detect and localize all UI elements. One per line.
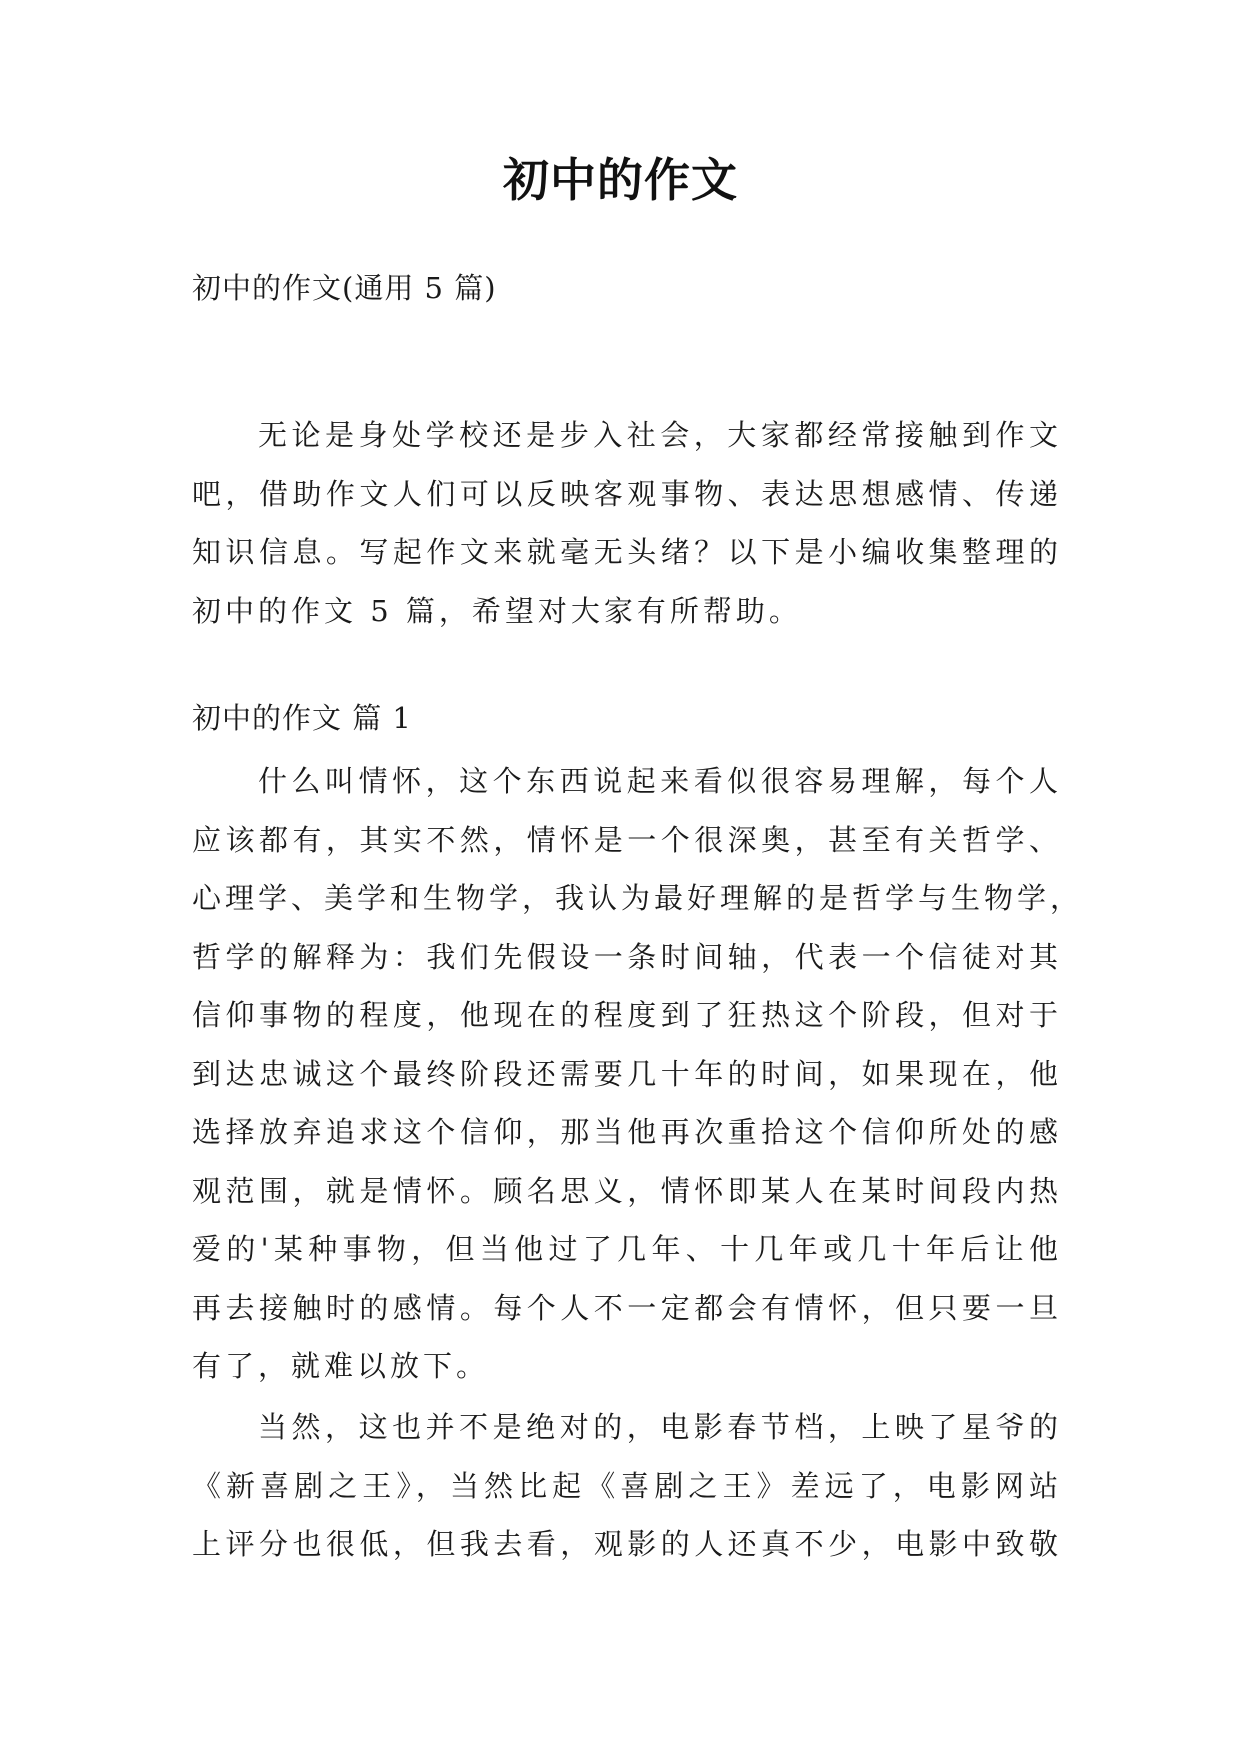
intro-line: 无论是身处学校还是步入社会，大家都经常接触到作文	[258, 418, 1062, 452]
paragraph-line: 心理学、美学和生物学，我认为最好理解的是哲学与生物学，	[192, 881, 1084, 915]
paragraph-line: 上评分也很低，但我去看，观影的人还真不少，电影中致敬	[192, 1527, 1062, 1561]
paragraph-line: 当然，这也并不是绝对的，电影春节档，上映了星爷的	[258, 1410, 1062, 1444]
paragraph-line: 应该都有，其实不然，情怀是一个很深奥，甚至有关哲学、	[192, 822, 1062, 857]
paragraph-line: 观范围，就是情怀。顾名思义，情怀即某人在某时间段内热	[192, 1173, 1062, 1208]
intro-line: 初中的作文 5 篇，希望对大家有所帮助。	[192, 593, 802, 628]
body-paragraph-2	[192, 1398, 1062, 1574]
paragraph-line: 再去接触时的感情。每个人不一定都会有情怀，但只要一旦	[192, 1290, 1062, 1325]
body-paragraph-1	[192, 752, 1084, 1396]
paragraph-line: 有了，就难以放下。	[192, 1349, 490, 1383]
paragraph-line: 选择放弃追求这个信仰，那当他再次重拾这个信仰所处的感	[192, 1115, 1062, 1149]
paragraph-line: 到达忠诚这个最终阶段还需要几十年的时间，如果现在，他	[192, 1056, 1062, 1091]
document-subtitle: 初中的作文(通用 5 篇)	[192, 271, 497, 305]
intro-paragraph	[192, 406, 1062, 640]
document-title: 初中的作文	[503, 153, 738, 207]
section-heading: 初中的作文 篇 1	[192, 701, 412, 735]
intro-line: 知识信息。写起作文来就毫无头绪？以下是小编收集整理的	[192, 535, 1062, 569]
paragraph-line: 什么叫情怀，这个东西说起来看似很容易理解，每个人	[258, 764, 1062, 798]
intro-line: 吧，借助作文人们可以反映客观事物、表达思想感情、传递	[192, 476, 1062, 511]
paragraph-line: 爱的'某种事物，但当他过了几年、十几年或几十年后让他	[192, 1232, 1062, 1266]
paragraph-line: 哲学的解释为：我们先假设一条时间轴，代表一个信徒对其	[192, 939, 1062, 974]
paragraph-line: 信仰事物的程度，他现在的程度到了狂热这个阶段，但对于	[192, 998, 1062, 1032]
paragraph-line: 《新喜剧之王》，当然比起《喜剧之王》差远了，电影网站	[192, 1468, 1062, 1503]
